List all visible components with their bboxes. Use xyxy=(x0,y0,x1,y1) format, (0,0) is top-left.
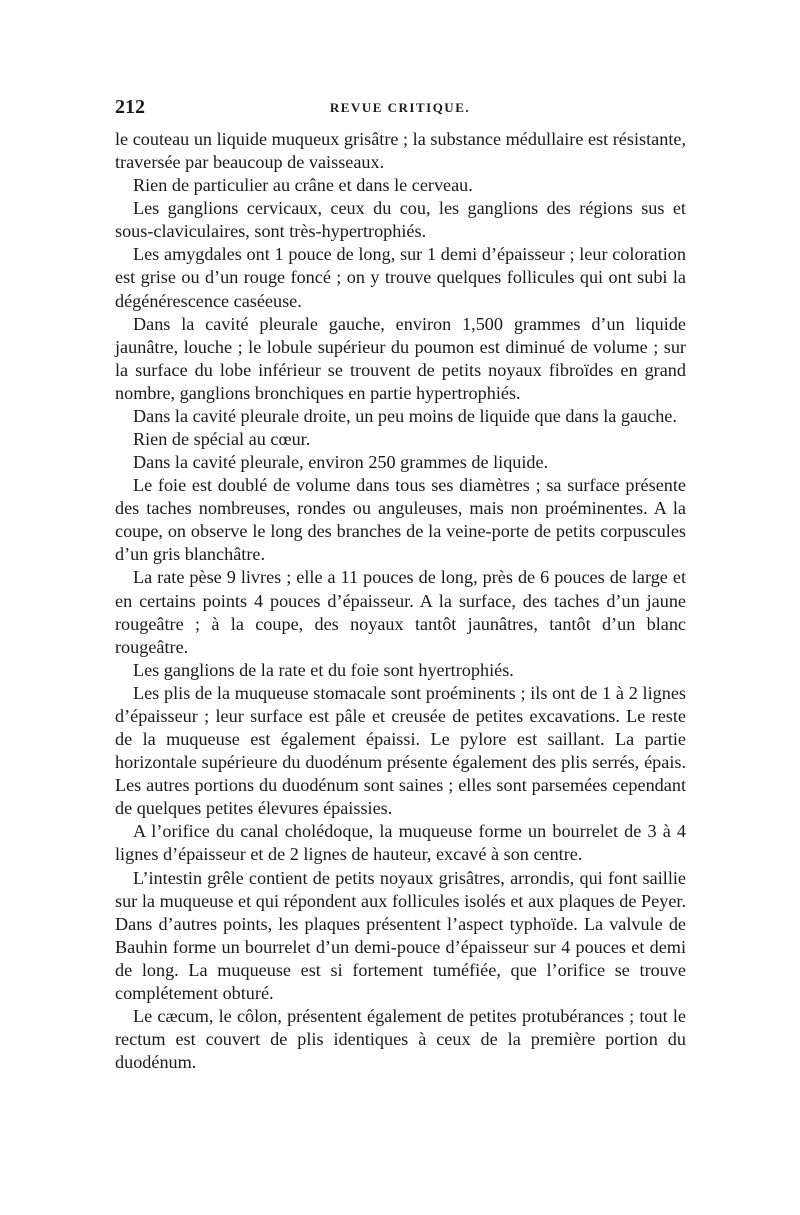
paragraph: Rien de particulier au crâne et dans le cerveau. xyxy=(133,175,473,196)
paragraph: Les ganglions de la rate et du foie sont hyertrophiés. xyxy=(133,659,514,680)
page-header xyxy=(115,96,685,126)
paragraph: La rate pèse 9 livres ; elle a 11 pouces de long, près de 6 pouces de large et en certains points 4 pouces d’épaisseur. A la surface, des taches d’un jaune rougeâtre ; à la coupe, des noyaux tantôt jaunâtres, tantôt d’un blanc rougeâtre. xyxy=(115,567,686,657)
running-title: REVUE CRITIQUE. xyxy=(329,100,471,115)
paragraph: Le foie est doublé de volume dans tous ses diamètres ; sa surface présente des taches nombreuses, rondes ou anguleuses, mais non proéminentes. A la coupe, on observe le long des branches de la veine-porte de petits corpuscules d’un gris blanchâtre. xyxy=(115,475,686,565)
paragraph: Dans la cavité pleurale droite, un peu moins de liquide que dans la gauche. xyxy=(133,405,677,426)
paragraph: Les ganglions cervicaux, ceux du cou, les ganglions des régions sus et sous-claviculaires, sont très-hypertrophiés. xyxy=(115,198,686,242)
paragraph: Rien de spécial au cœur. xyxy=(133,429,311,450)
paragraph: Dans la cavité pleurale, environ 250 grammes de liquide. xyxy=(133,452,549,473)
paragraph: le couteau un liquide muqueux grisâtre ; la substance médullaire est résistante, traversée par beaucoup de vaisseaux. xyxy=(115,129,686,173)
paragraph: Le cæcum, le côlon, présentent également de petites protubérances ; tout le rectum est couvert de plis identiques à ceux de la première portion du duodénum. xyxy=(115,1005,686,1073)
paragraph: Les plis de la muqueuse stomacale sont proéminents ; ils ont de 1 à 2 lignes d’épaisseur ; leur surface est pâle et creusée de petites excavations. Le reste de la muqueuse est également épaissi. Le pylore est saillant. La partie horizontale supérieure du duodénum présente également des plis serrés, épais. Les autres portions du duodénum sont saines ; elles sont parsemées cependant de quelques petites élevures épaissies. xyxy=(115,682,686,819)
paragraph: L’intestin grêle contient de petits noyaux grisâtres, arrondis, qui font saillie sur la muqueuse et qui répondent aux follicules isolés et aux plaques de Peyer. Dans d’autres points, les plaques présentent l’aspect typhoïde. La valvule de Bauhin forme un bourrelet d’un demi-pouce d’épaisseur sur 4 pouces et demi de long. La muqueuse est si fortement tuméfiée, que l’orifice se trouve complétement obturé. xyxy=(115,867,686,1003)
body-text xyxy=(115,128,686,1074)
paragraph: Dans la cavité pleurale gauche, environ 1,500 grammes d’un liquide jaunâtre, louche ; le lobule supérieur du poumon est diminué de volume ; sur la surface du lobe inférieur se trouvent de petits noyaux fibroïdes en grand nombre, ganglions bronchiques en partie hypertrophiés. xyxy=(115,313,686,403)
paragraph: A l’orifice du canal cholédoque, la muqueuse forme un bourrelet de 3 à 4 lignes d’épaisseur et de 2 lignes de hauteur, excavé à son centre. xyxy=(115,821,686,865)
page-number: 212 xyxy=(115,96,145,118)
paragraph: Les amygdales ont 1 pouce de long, sur 1 demi d’épaisseur ; leur coloration est grise ou d’un rouge foncé ; on y trouve quelques follicules qui ont subi la dégénérescence caséeuse. xyxy=(115,244,686,311)
